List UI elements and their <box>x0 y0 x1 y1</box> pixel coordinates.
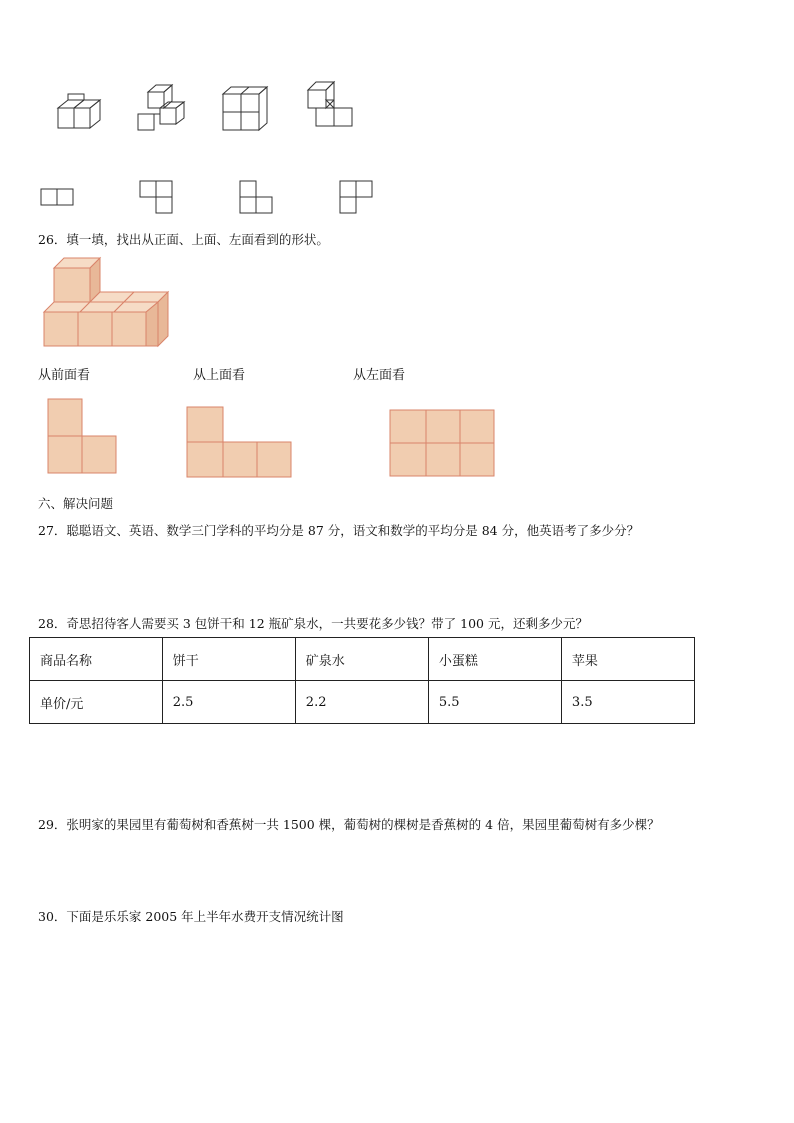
table-cell: 3.5 <box>561 681 694 724</box>
cube-figure-3 <box>219 84 271 132</box>
table-cell: 商品名称 <box>30 638 163 681</box>
flat-view-2 <box>139 180 177 216</box>
cube-stack-3d <box>42 256 172 348</box>
table-cell: 苹果 <box>561 638 694 681</box>
table-cell: 单价/元 <box>30 681 163 724</box>
label-left-view: 从左面看 <box>353 368 406 383</box>
question-27: 27．聪聪语文、英语、数学三门学科的平均分是 87 分，语文和数学的平均分是 84 分，他英语考了多少分？ <box>38 523 640 538</box>
table-cell: 5.5 <box>428 681 561 724</box>
table-cell: 2.2 <box>295 681 428 724</box>
top-view-shape <box>185 406 295 478</box>
price-table <box>29 637 695 724</box>
label-top-view: 从上面看 <box>193 368 246 383</box>
table-cell: 饼干 <box>162 638 295 681</box>
label-front-view: 从前面看 <box>38 368 91 383</box>
section-6-title: 六、解决问题 <box>38 496 114 511</box>
cube-figure-4 <box>300 78 356 132</box>
flat-view-1 <box>40 188 76 208</box>
cube-figure-2 <box>136 82 188 132</box>
table-row <box>30 638 695 681</box>
flat-view-4 <box>339 180 377 216</box>
question-30: 30．下面是乐乐家 2005 年上半年水费开支情况统计图 <box>38 909 344 924</box>
front-view-shape <box>46 398 120 476</box>
table-cell: 2.5 <box>162 681 295 724</box>
table-cell: 小蛋糕 <box>428 638 561 681</box>
question-29: 29．张明家的果园里有葡萄树和香蕉树一共 1500 棵，葡萄树的棵树是香蕉树的 4 倍，果园里葡萄树有多少棵？ <box>38 817 660 832</box>
question-28: 28．奇思招待客人需要买 3 包饼干和 12 瓶矿泉水，一共要花多少钱？带了 100 元，还剩多少元？ <box>38 616 588 631</box>
flat-view-3 <box>239 180 277 216</box>
cube-figure-1 <box>54 92 106 132</box>
table-row <box>30 681 695 724</box>
table-cell: 矿泉水 <box>295 638 428 681</box>
question-26: 26．填一填，找出从正面、上面、左面看到的形状。 <box>38 232 329 247</box>
left-view-shape <box>389 409 497 477</box>
